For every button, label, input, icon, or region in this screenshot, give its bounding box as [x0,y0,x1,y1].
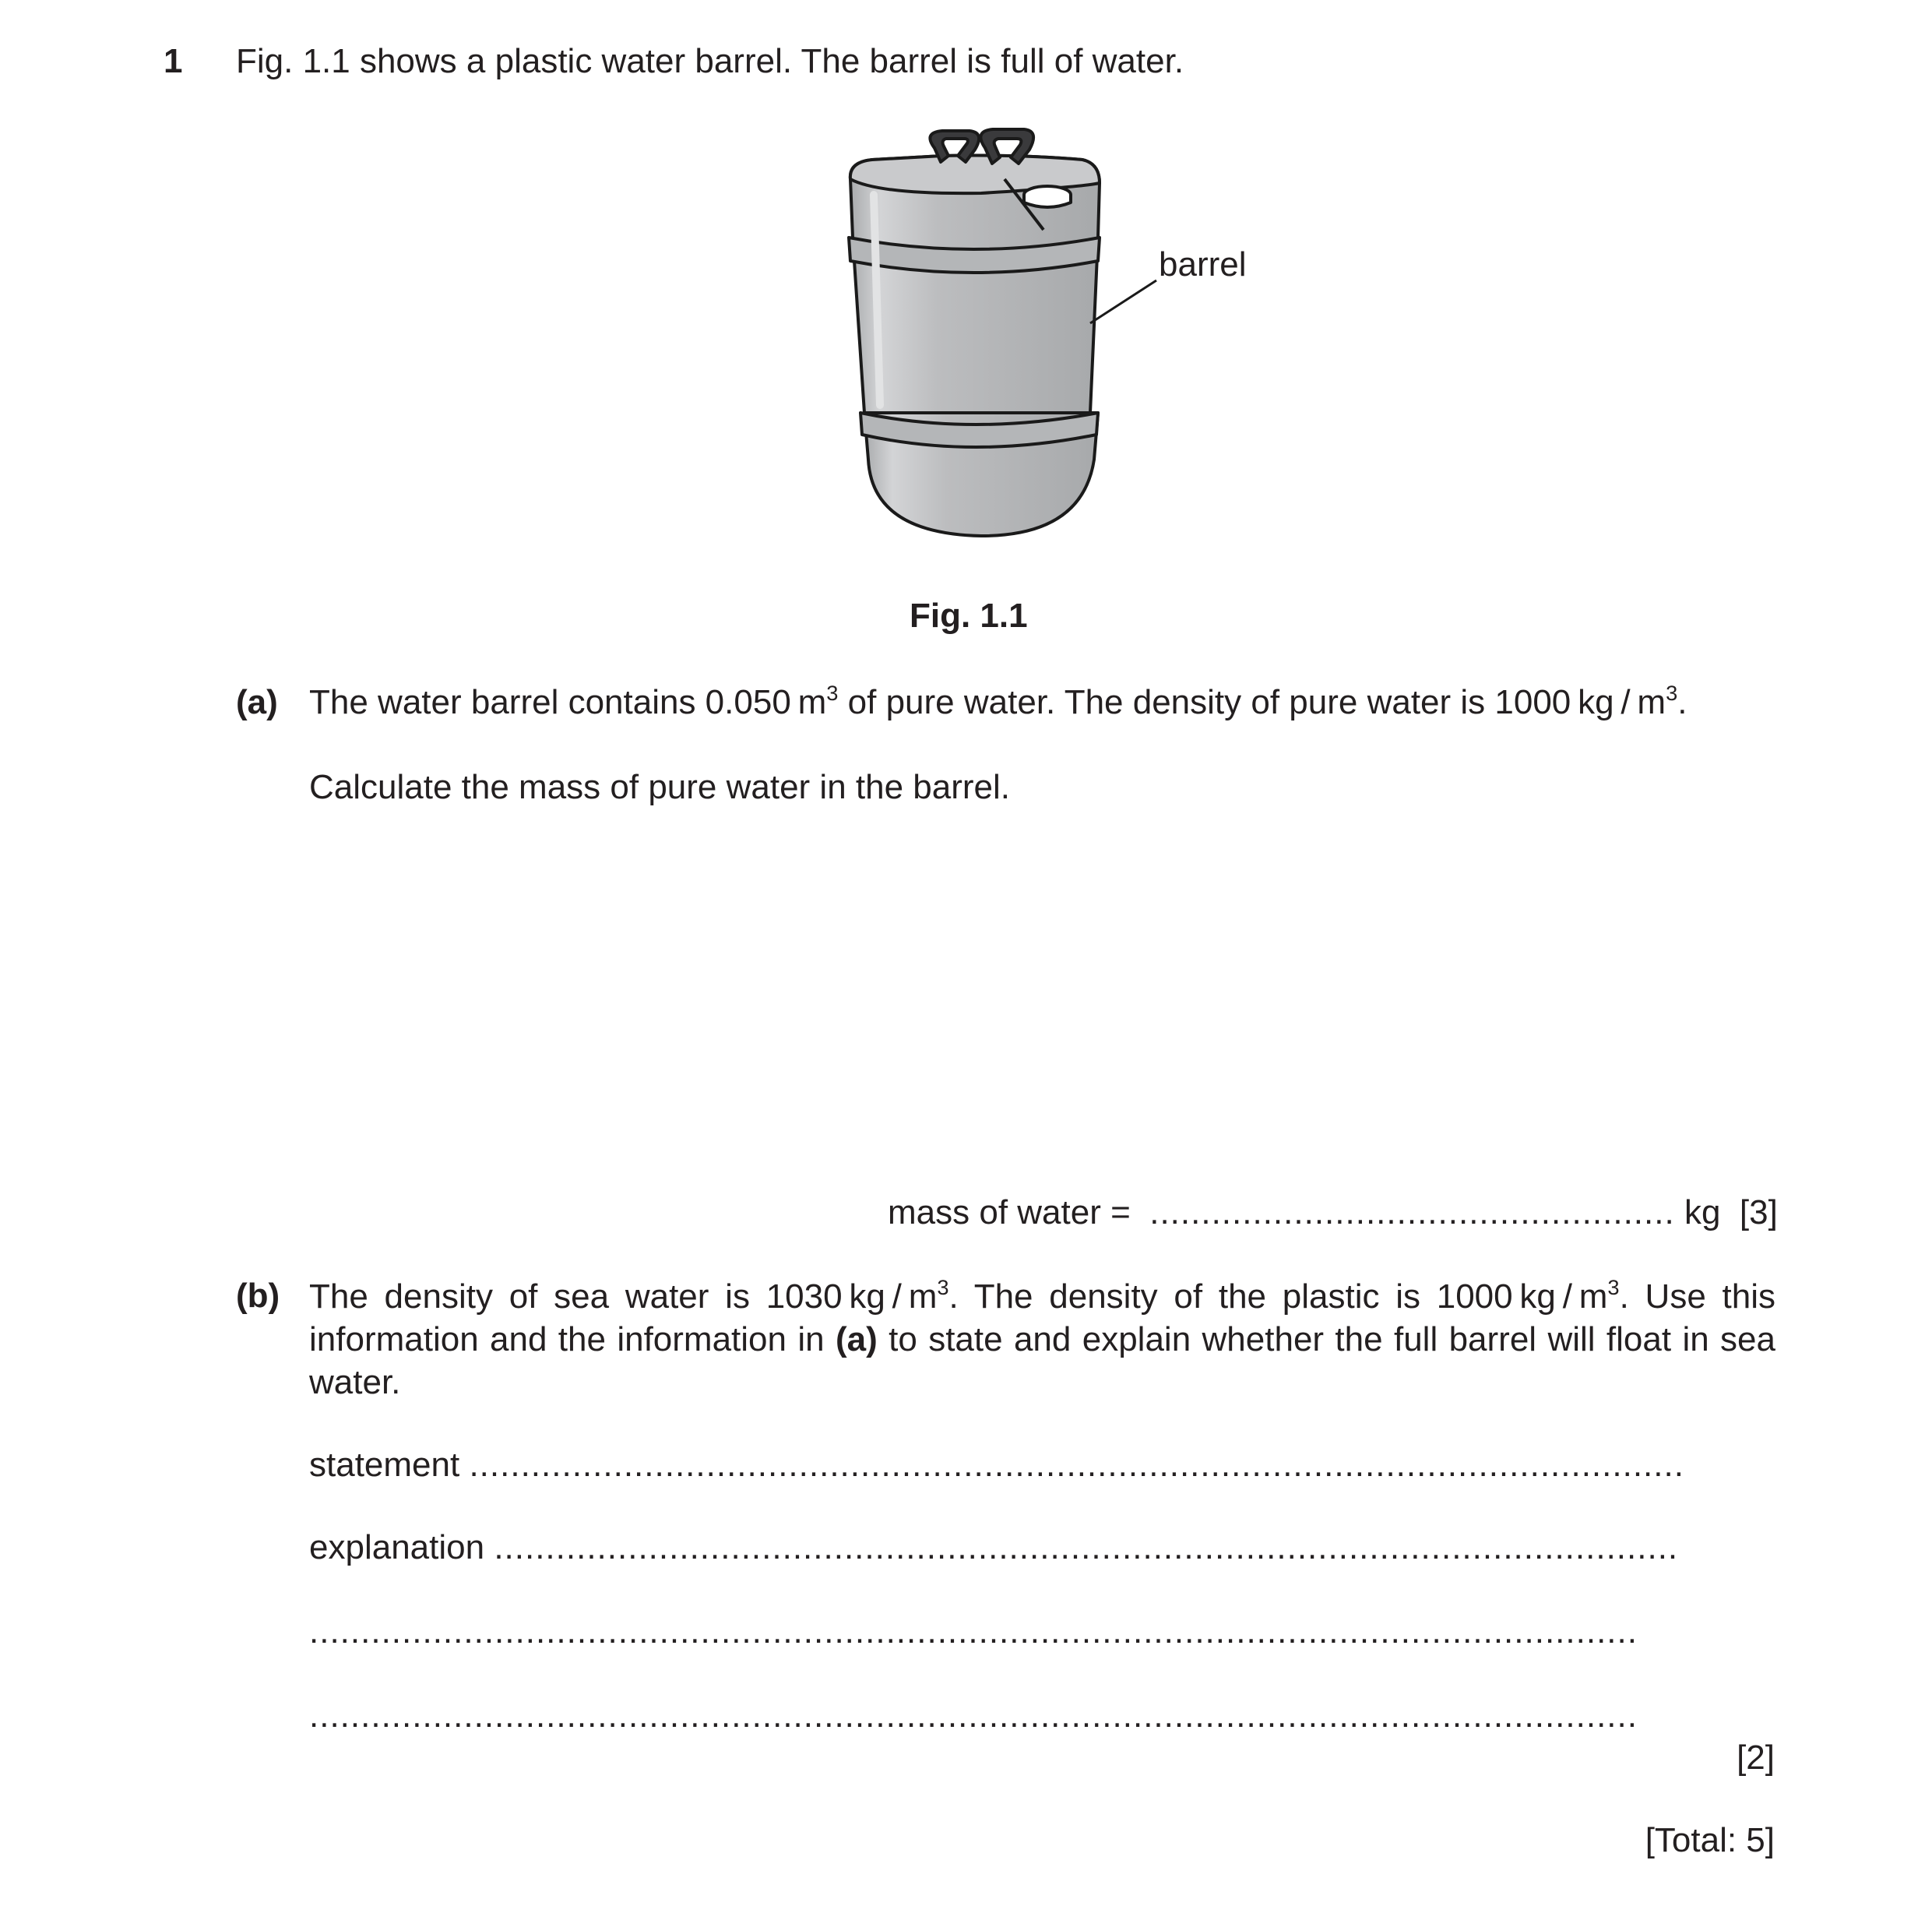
part-a-answer-prefix: mass of water = [888,1193,1131,1231]
question-number: 1 [164,42,183,80]
part-a-marks: [3] [1739,1193,1778,1231]
statement-label: statement [309,1446,460,1484]
explanation-field[interactable]: ................................................................................................................... [494,1528,1679,1566]
barrel-label: barrel [1159,245,1247,284]
explanation-field-line-3[interactable]: ................................................................................................................................. [309,1696,1638,1735]
part-a-answer-unit: kg [1684,1193,1721,1231]
part-b-text-4: to state and explain whether the full barrel will float in sea water. [309,1320,1775,1401]
part-a-answer-field[interactable]: ................................................... [1149,1193,1675,1231]
part-a-sup-2: 3 [1666,680,1678,705]
part-b-question [309,1275,1775,1404]
part-a-text-1: The water barrel contains 0.050 m [309,683,827,721]
part-b-marks: [2] [1737,1739,1775,1777]
barrel-leader-line [1090,280,1156,323]
part-a-text-3: . [1677,683,1687,721]
part-a-question [309,682,1687,724]
explanation-field-line-2[interactable]: ................................................................................................................................. [309,1612,1638,1651]
total-marks: [Total: 5] [1645,1821,1775,1859]
statement-line [309,1444,1684,1486]
part-b-text-3: . Use this information and the information in [309,1277,1776,1358]
figure-caption: Fig. 1.1 [910,597,1028,635]
part-b-text-2: . The density of the plastic is 1000 kg / m [948,1277,1608,1316]
part-b-sup-1: 3 [937,1274,949,1299]
part-b-sup-2: 3 [1607,1274,1620,1299]
part-a-answer-line [888,1192,1778,1234]
part-a-text-2: of pure water. The density of pure water is 1000 kg / m [838,683,1666,721]
part-b-text-1: The density of sea water is 1030 kg / m [309,1277,938,1316]
barrel-figure [825,125,1262,561]
explanation-line [309,1527,1678,1569]
part-a-instruction: Calculate the mass of pure water in the barrel. [309,768,1011,806]
part-a-label: (a) [236,683,278,721]
barrel-illustration [849,129,1100,536]
question-intro: Fig. 1.1 shows a plastic water barrel. The barrel is full of water. [236,42,1184,80]
part-b-label: (b) [236,1277,280,1315]
statement-field[interactable]: ...................................................................................................................... [469,1446,1684,1484]
part-a-sup-1: 3 [826,680,839,705]
part-b-ref: (a) [835,1320,878,1358]
explanation-label: explanation [309,1528,485,1566]
